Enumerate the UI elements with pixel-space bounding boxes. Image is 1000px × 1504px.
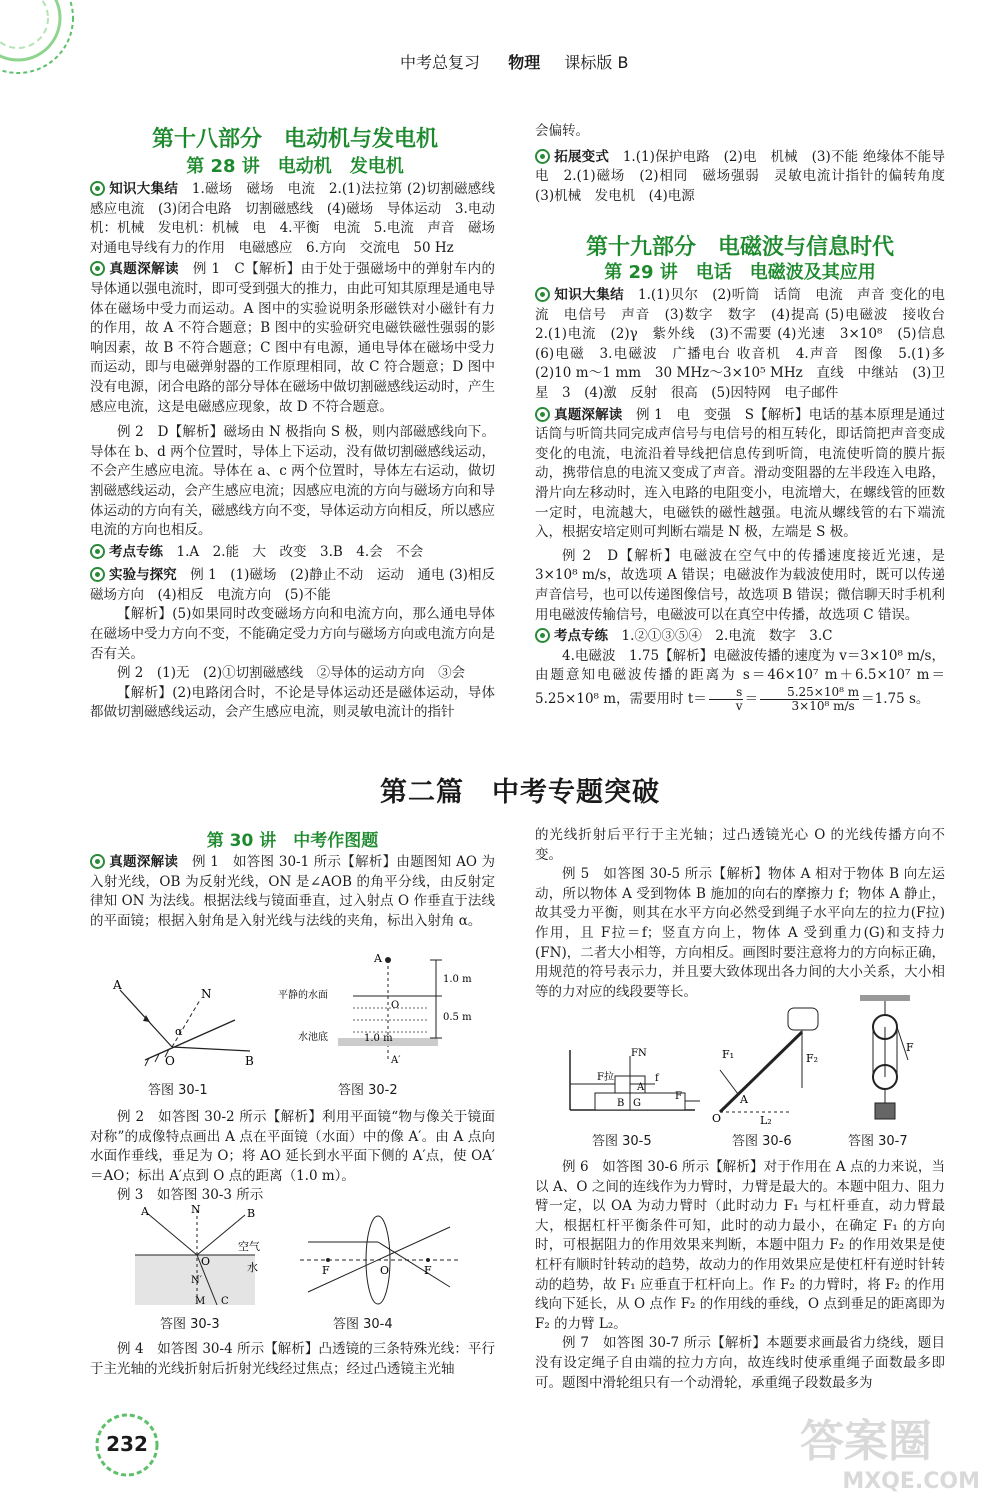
svg-text:N′: N′ — [191, 1275, 203, 1286]
figure-30-6 — [710, 1000, 830, 1125]
section-marker-icon — [535, 628, 550, 643]
svg-text:FN: FN — [631, 1048, 647, 1059]
header-edition: 课标版 B — [564, 53, 629, 72]
part-title-19: 第十九部分 电磁波与信息时代 — [585, 235, 894, 260]
svg-text:A: A — [637, 1082, 645, 1093]
section-banner: 第二篇 中考专题突破 — [380, 777, 660, 808]
lecture-title-28: 第 28 讲 电动机 发电机 — [186, 156, 404, 177]
right-upper-top: 会偏转。 拓展变式 1.(1)保护电路 (2)电 机械 (3)不能 绝缘体不能导电 2.(1)磁场 (2)相同 磁场强弱 灵敏电流计指针的偏转角度 (3)机械 发电机 (4)电源 — [535, 123, 959, 204]
caption-30-7: 答图 30-7 — [848, 1134, 908, 1149]
svg-text:O: O — [712, 1112, 722, 1125]
caption-30-6: 答图 30-6 — [732, 1134, 792, 1149]
svg-text:L₂: L₂ — [760, 1114, 772, 1125]
running-header — [400, 50, 628, 73]
lower-right-top: 的光线折射后平行于主光轴；过凸透镜光心 O 的光线传播方向不变。 例 5 如答图 30-5 所示【解析】物体 A 相对于物体 B 向左运动，所以物体 A 受到物体 B 施加的向右的摩擦力 f；物体 A 静止，故其受力平衡，则其在水平方向必然受到绳子水平向左的拉力(F拉)作用，且 F拉＝f；竖直方向上，物体 A 受到重力(G)和支持力(FN)，二者大小相等，方向相反。画图时要注意将力的方向标正确，用规范的符号表示力，并且要大致体现出各力间的大小关系，大小相等的力对应的线段要等长。 — [535, 827, 945, 1000]
section-marker-icon — [535, 287, 550, 302]
fraction-values: $\frac{\text{5.25×10⁸ m}}{\text{3×10⁸ m/s}}$ — [760, 686, 859, 713]
section-marker-icon — [90, 567, 105, 582]
svg-text:1.0 m: 1.0 m — [364, 1033, 393, 1044]
part-title-18: 第十八部分 电动机与发电机 — [151, 127, 438, 152]
svg-text:F: F — [424, 1264, 432, 1277]
caption-30-2: 答图 30-2 — [338, 1083, 398, 1098]
left-upper-body: 知识大集结 1.磁场 磁场 电流 2.(1)法拉第 (2)切割磁感线 感应电流 (3)闭合电路 切割磁感线 (4)磁场 导体运动 3.电动机：机械 发电机：机械 电 4.平衡 电流 5.电流 声音 磁场对通电导线有力的作用 电磁感应 6.方向 交流电 50 Hz 真题深解读 例 1 C【解析】由于处于强磁场中的弹射车内的导体通以强电流时，即可受到强大的推力，由此可知其原理是通电导体在磁场中受力而运动。A 图中的实验说明条形磁铁对小磁针有力的作用，故 A 不符合题意；B 图中的实验研究电磁铁磁性强弱的影响因素，故 B 不符合题意；C 图中有电源，通电导体在磁场中受力而运动，即与电磁弹射器的工作原理相同，故 C 符合题意；D 图中没有电源，闭合电路的部分导体在磁场中做切割磁感线运动时，产生感应电流，这是电磁感应现象，故 D 不符合题意。 例 2 D【解析】磁场由 N 极指向 S 极，则内部磁感线向下。导体在 b、d 两个位置时，导体上下运动，没有做切割磁感线运动，不会产生感应电流。导体在 a、c 两个位置时，导体左右运动，做切割磁感线运动，会产生感应电流；因感应电流的方向与磁场方向和导体运动的方向有关，磁感线方向不变，导体运动方向相反，所以感应电流的方向也相反。 考点专练 1.A 2.能 大 改变 3.B 4.会 不会 实验与探究 例 1 (1)磁场 (2)静止不动 运动 通电 (3)相反 磁场方向 (4)相反 电流方向 (5)不能 【解析】(5)如果同时改变磁场方向和电流方向，那么通电导体在磁场中受力方向不变，不能确定受力方向与磁场方向或电流方向是否有关。 例 2 (1)无 (2)①切割磁感线 ②导体的运动方向 ③会 【解析】(2)电路闭合时，不论是导体运动还是磁体运动，导体都做切割磁感线运动，会产生感应电流，则灵敏电流计的指针 — [90, 181, 509, 721]
svg-text:O: O — [201, 1255, 211, 1268]
svg-text:O: O — [391, 1000, 400, 1011]
section-marker-icon — [535, 149, 550, 164]
svg-text:O: O — [165, 1054, 175, 1068]
svg-text:A: A — [740, 1093, 748, 1106]
fraction-s-v: $\frac{s}{v}$ — [709, 686, 743, 713]
svg-text:N: N — [191, 1205, 201, 1216]
caption-30-3: 答图 30-3 — [160, 1317, 220, 1332]
figure-30-7 — [850, 995, 930, 1125]
page-number-badge — [92, 1410, 162, 1480]
svg-text:0.5 m: 0.5 m — [443, 1012, 472, 1023]
section-knowledge: 知识大集结 — [90, 181, 178, 197]
svg-text:α: α — [175, 1025, 183, 1038]
section-marker-icon — [90, 854, 105, 869]
svg-text:F: F — [906, 1041, 914, 1054]
svg-text:B: B — [245, 1054, 254, 1068]
svg-text:F₁: F₁ — [722, 1048, 735, 1061]
caption-30-5: 答图 30-5 — [592, 1134, 652, 1149]
section-marker-icon — [90, 261, 105, 276]
svg-text:A′: A′ — [391, 1055, 401, 1066]
svg-text:1.0 m: 1.0 m — [443, 974, 472, 985]
caption-30-4: 答图 30-4 — [333, 1317, 393, 1332]
lower-right-ex6: 例 6 如答图 30-6 所示【解析】对于作用在 A 点的力来说，当以 A、O 之间的连线作为力臂时，力臂是最大的。本题中阻力、阻力臂一定，以 OA 为动力臂时（此时动力 F₁ 与杠杆垂直，动力臂最大，根据杠杆平衡条件可知，此时的动力最小，在确定 F₁ 的方向时，可根据阻力的作用效果来判断，本题中阻力 F₂ 的作用效果是使杠杆有顺时针转动的趋势，故动力的作用效果应是使杠杆有逆时针转动的趋势，故 F₁ 应垂直于杠杆向上。作 F₂ 的力臂时，将 F₂ 的作用线向下延长，从 O 点作 F₂ 的作用线的垂线，O 点到垂足的距离即为 F₂ 的力臂 L₂。 例 7 如答图 30-7 所示【解析】本题要求画最省力绕线，题目没有设定绳子自由端的拉力方向，故连线时使承重绳子面数最多即可。题图中滑轮组只有一个动滑轮，承重绳子段数最多为 — [535, 1159, 945, 1391]
header-subject: 物理 — [508, 53, 541, 72]
figure-30-3 — [135, 1205, 285, 1310]
svg-text:空气: 空气 — [238, 1240, 260, 1253]
svg-text:F: F — [322, 1264, 330, 1277]
figure-30-5 — [565, 1030, 705, 1125]
section-marker-icon — [535, 407, 550, 422]
svg-text:平静的水面: 平静的水面 — [278, 990, 328, 1001]
svg-text:M: M — [195, 1296, 206, 1307]
svg-text:F拉: F拉 — [597, 1072, 614, 1083]
watermark-logo — [800, 1405, 990, 1500]
svg-text:F: F — [675, 1091, 682, 1102]
svg-text:N: N — [201, 987, 212, 1001]
svg-text:B: B — [617, 1098, 625, 1109]
lower-left-ex4: 例 4 如答图 30-4 所示【解析】凸透镜的三条特殊光线：平行于主光轴的光线折射后折射光线经过焦点；经过凸透镜主光轴 — [90, 1341, 495, 1377]
caption-30-1: 答图 30-1 — [148, 1083, 208, 1098]
figure-30-1 — [105, 965, 275, 1075]
watermark-url: MXQE.COM — [842, 1469, 980, 1494]
watermark-text: 答案圈 — [800, 1416, 932, 1467]
svg-text:水: 水 — [247, 1261, 258, 1274]
svg-text:A: A — [113, 978, 122, 992]
page-number: 232 — [106, 1432, 148, 1456]
corner-decoration — [0, 0, 110, 120]
section-marker-icon — [90, 181, 105, 196]
svg-text:A: A — [374, 952, 382, 965]
lower-left-ex1: 真题深解读 例 1 如答图 30-1 所示【解析】由题图知 AO 为入射光线，OB 为反射光线，ON 是∠AOB 的角平分线，由反射定律知 ON 为法线。根据法线与镜面垂直，过入射点 O 作垂直于法线的平面镜；根据入射角是入射光线与法线的夹角，标出入射角 α。 — [90, 854, 495, 929]
right-upper-body: 知识大集结 1.(1)贝尔 (2)听筒 话筒 电流 声音 变化的电流 电信号 声音 (3)数字 数字 (4)提高 (5)电磁波 接收台 2.(1)电流 (2)γ 紫外线 (3)不需要 (4)光速 3×10⁸ (5)信息 (6)电磁 3.电磁波 广播电台 收音机 4.声音 图像 5.(1)多 (2)10 m～1 mm 30 MHz～3×10⁵ MHz 直线 中继站 (3)卫星 3 (4)激 反射 很高 (5)因特网 电子邮件 真题深解读 例 1 电 变强 S【解析】电话的基本原理是通过话筒与听筒共同完成声信号与电信号的相互转化，即话筒把声音变成变化的电流，电流沿着导线把信息传到听筒，电流使听筒的膜片振动，携带信息的电流又变成了声音。滑动变阻器的左半段连入电路，滑片向左移动时，连入电路的电阻变小，电流增大，在螺线管的匝数一定时，电流越大，电磁铁的磁性越强。电流从螺线管的右下端流入，根据安培定则可判断右端是 N 极，左端是 S 极。 例 2 D【解析】电磁波在空气中的传播速度接近光速，是 3×10⁸ m/s，故选项 A 错误；电磁波作为载波使用时，既可以传递声音信号，也可以传递图像信号，故选项 B 错误；微信聊天时手机利用电磁波传输信号，电磁波可以在真空中传播，故选项 C 错误。 考点专练 1.②①③⑤④ 2.电流 数字 3.C 4.电磁波 1.75【解析】电磁波传播的速度为 v＝3×10⁸ m/s，由题意知电磁波传播的距离为 s＝46×10⁷ m＋6.5×10⁷ m＝5.25×10⁸ m，需要用时 t＝ $\frac{s}{v}$ ＝ $\frac{\text{5.25×10⁸ m}}{\text{3×10⁸ m/s}}$ ＝1.75 s。 — [535, 287, 959, 713]
figure-30-2 — [278, 950, 478, 1075]
svg-text:A: A — [141, 1205, 149, 1218]
lecture-title-29: 第 29 讲 电话 电磁波及其应用 — [604, 262, 876, 283]
header-series: 中考总复习 — [400, 53, 481, 72]
svg-text:G: G — [633, 1098, 641, 1109]
svg-text:水池底: 水池底 — [298, 1032, 328, 1043]
lower-left-ex2: 例 2 如答图 30-2 所示【解析】利用平面镜“物与像关于镜面对称”的成像特点画出 A 点在平面镜（水面）中的像 A′。由 A 点向水面作垂线，垂足为 O；将 AO 延长到水平面下侧的 A′点，使 OA′＝AO；标出 A′点到 O 点的距离（1.0 m）。 例 3 如答图 30-3 所示 — [90, 1109, 495, 1204]
figure-30-4 — [300, 1212, 460, 1307]
svg-text:F₂: F₂ — [806, 1052, 819, 1065]
svg-text:B: B — [247, 1207, 256, 1220]
svg-text:f: f — [655, 1073, 659, 1084]
section-marker-icon — [90, 544, 105, 559]
svg-text:C: C — [221, 1296, 229, 1307]
lecture-title-30: 第 30 讲 中考作图题 — [206, 831, 379, 851]
svg-text:O: O — [380, 1264, 390, 1277]
